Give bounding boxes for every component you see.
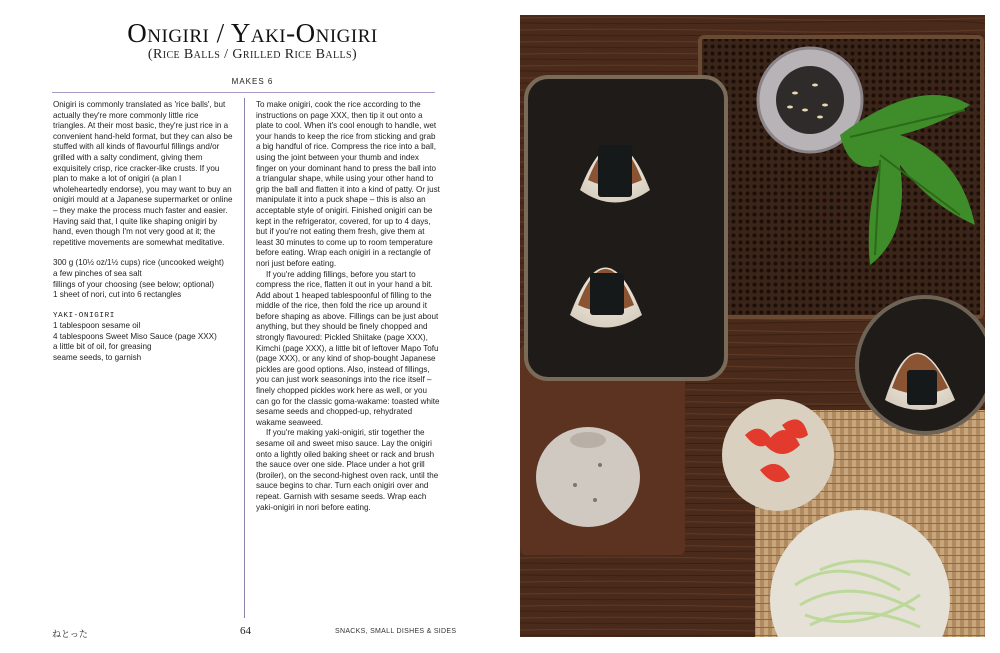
ingredient-item: 1 sheet of nori, cut into 6 rectangles	[53, 290, 182, 300]
method-paragraph: If you're making yaki-onigiri, stir together the sesame oil and sweet miso sauce. Lay the onigiri onto a lightly oiled baking sheet or rack and brush the sauce over one side. Place under a hot grill (broiler), on the second-highest oven rack, until the sauce begins to char. Turn each onigiri over and repeat. Garnish with sesame seeds. Wrap each yaki-onigiri in nori before eating.	[256, 428, 439, 512]
yield-label: MAKES 6	[231, 77, 274, 86]
intro-column	[53, 100, 233, 364]
black-plate	[526, 77, 726, 379]
column-divider	[244, 98, 245, 618]
yaki-onigiri-heading: YAKI-ONIGIRI	[53, 311, 115, 320]
ceramic-jug	[536, 427, 640, 527]
yaki-ingredient-item: 4 tablespoons Sweet Miso Sauce (page XXX)	[53, 331, 217, 341]
page-number: 64	[240, 625, 251, 637]
recipe-title: Onigiri / Yaki-Onigiri	[127, 18, 378, 48]
yaki-ingredient-item: a little bit of oil, for greasing	[53, 342, 152, 352]
yaki-ingredient-item: seame seeds, to garnish	[53, 353, 142, 363]
method-paragraph: To make onigiri, cook the rice according to the instructions on page XXX, then tip it out onto a plate to cool. When it's cool enough to handle, wet your hands to keep the rice from sticking and grab a big handful of rice. Compress the rice into a ball, using the joint between your thumb and index finger on your dominant hand to press the ball into a triangular shape, while using your other hand to grip the ball and flatten it into a kind of patty. Or just manipulate it into a puck shape – this is also an acceptable style of onigiri. Finished onigiri can be kept in the refrigerator, covered, for up to 4 days, but if you're not eating them fresh, give them at least 30 minutes to come up to room temperature before eating. Wrap each onigiri in a rectangle of nori just before eating.	[256, 100, 440, 268]
food-photo	[520, 15, 985, 637]
method-paragraph: If you're adding fillings, before you start to compress the rice, flatten it out in your hand a bit. Add about 1 heaped tablespoonful of filling to the middle of the rice, then fold the rice up around it before shaping as above. Fillings can be just about anything, but they should be finely chopped and strongly flavoured: Pickled Shiitake (page XXX), Kimchi (page XXX), a little bit of leftover Mapo Tofu (page XXX), or any kind of shop-bought Japanese pickles are good options. Also, instead of fillings, you can just work seasonings into the rice itself – finely chopped pickles work here as well, or you can go for the classic goma-wakame: toasted white sesame seeds and chopped-up, rehydrated wakame seaweed.	[256, 269, 440, 427]
ingredient-list	[53, 258, 233, 300]
method-column	[256, 100, 440, 513]
yaki-onigiri-section	[53, 311, 233, 364]
section-name: SNACKS, SMALL DISHES & SIDES	[335, 628, 457, 635]
yaki-ingredient-item: 1 tablespoon sesame oil	[53, 321, 141, 331]
footer-kana: ねとった	[52, 629, 88, 639]
ingredient-item: 300 g (10½ oz/1½ cups) rice (uncooked weight)	[53, 258, 224, 268]
ingredient-item: fillings of your choosing (see below; optional)	[53, 279, 215, 289]
pickle-plate	[722, 399, 834, 511]
intro-paragraph: Onigiri is commonly translated as 'rice balls', but actually they're more commonly little rice triangles. At their most basic, they're just rice in a convenient hand-held format, but they can also be stuffed with all kinds of flavourful fillings and/or grilled with a salty condiment, giving them exquisitely crisp, rice cracker-like crusts. If you plan to make a lot of onigiri (a plan I wholeheartedly endorse), you may want to buy an onigiri mould at a Japanese supermarket or online – they make the process much faster and easier. Having said that, I quite like shaping onigiri by hand, even though I'm not very good at it; the repetitive movements are somewhat meditative.	[53, 100, 233, 247]
header-rule	[52, 92, 435, 93]
ingredient-item: a few pinches of sea salt	[53, 268, 142, 278]
recipe-subtitle: (Rice Balls / Grilled Rice Balls)	[147, 47, 358, 62]
